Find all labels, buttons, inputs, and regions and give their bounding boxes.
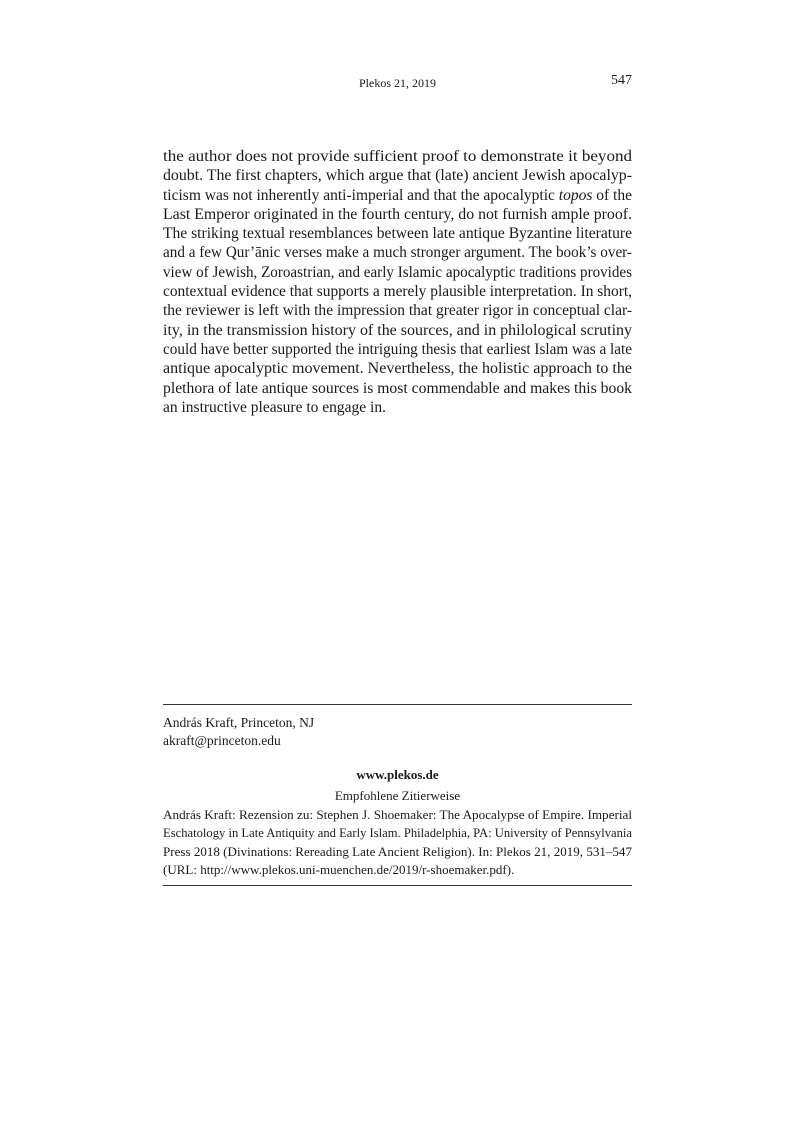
body-line [163,379,632,398]
author-email[interactable]: akraft@princeton.edu [163,733,281,748]
author-info [163,714,632,750]
citation-line [163,824,632,843]
line-text: plethora of late antique sources is most commendable and makes this book [163,379,632,397]
line-text: the author does not provide sufficient proof to demonstrate it beyond [163,148,632,165]
line-text: an instructive pleasure to engage in. [163,398,386,416]
website-link[interactable]: www.plekos.de [356,767,439,782]
page-number: 547 [611,73,632,88]
body-line [163,321,632,340]
line-text: view of Jewish, Zoroastrian, and early Islamic apocalyptic traditions provides [163,263,632,281]
line-text: the reviewer is left with the impression that greater rigor in conceptual clar- [163,302,632,320]
body-line [163,186,632,205]
body-line [163,147,632,166]
line-text: ity, in the transmission history of the sources, and in philological scrutiny [163,321,632,339]
line-text: András Kraft: Rezension zu: Stephen J. Shoemaker: The Apocalypse of Empire. Imperial [163,806,632,822]
text-segment: ticism was not inherently anti-imperial and that the apocalyptic [163,186,559,204]
line-text: contextual evidence that supports a merely plausible interpretation. In short, [163,283,632,301]
italic-term: topos [558,186,593,204]
body-line [163,263,632,282]
body-line [163,359,632,378]
body-line [163,166,632,185]
body-line [163,301,632,320]
line-text: doubt. The first chapters, which argue that (late) ancient Jewish apocalyp- [163,167,632,185]
citation-heading: Empfohlene Zitierweise [334,788,461,803]
body-line [163,340,632,359]
line-text: and a few Qur’ānic verses make a much stronger argument. The book’s over- [163,244,632,262]
author-name: András Kraft, Princeton, NJ [163,715,315,730]
divider [163,704,632,705]
citation-block [163,787,632,880]
line-text: The striking textual resemblances between late antique Byzantine literature [163,225,632,243]
body-line [163,398,632,417]
body-line [163,282,632,301]
body-line [163,224,632,243]
line-text: could have better supported the intriguing thesis that earliest Islam was a late [163,340,632,358]
review-body-text [163,147,632,417]
citation-line [163,843,632,862]
line-text: (URL: http://www.plekos.uni-muenchen.de/2019/r-shoemaker.pdf). [163,862,515,878]
divider [163,885,632,886]
line-text: Last Emperor originated in the fourth century, do not furnish ample proof. [163,205,632,223]
body-line [163,243,632,262]
text-segment: of the [592,186,632,204]
line-text: Press 2018 (Divinations: Rereading Late Ancient Religion). In: Plekos 21, 2019, 531–547 [163,843,632,859]
body-line [163,205,632,224]
running-head: Plekos 21, 2019 [358,76,436,90]
line-text: Eschatology in Late Antiquity and Early Islam. Philadelphia, PA: University of Pennsylvania [163,825,632,841]
line-text [163,186,632,205]
line-text: antique apocalyptic movement. Nevertheless, the holistic approach to the [163,360,632,378]
citation-line [163,806,632,825]
citation-line [163,861,632,880]
